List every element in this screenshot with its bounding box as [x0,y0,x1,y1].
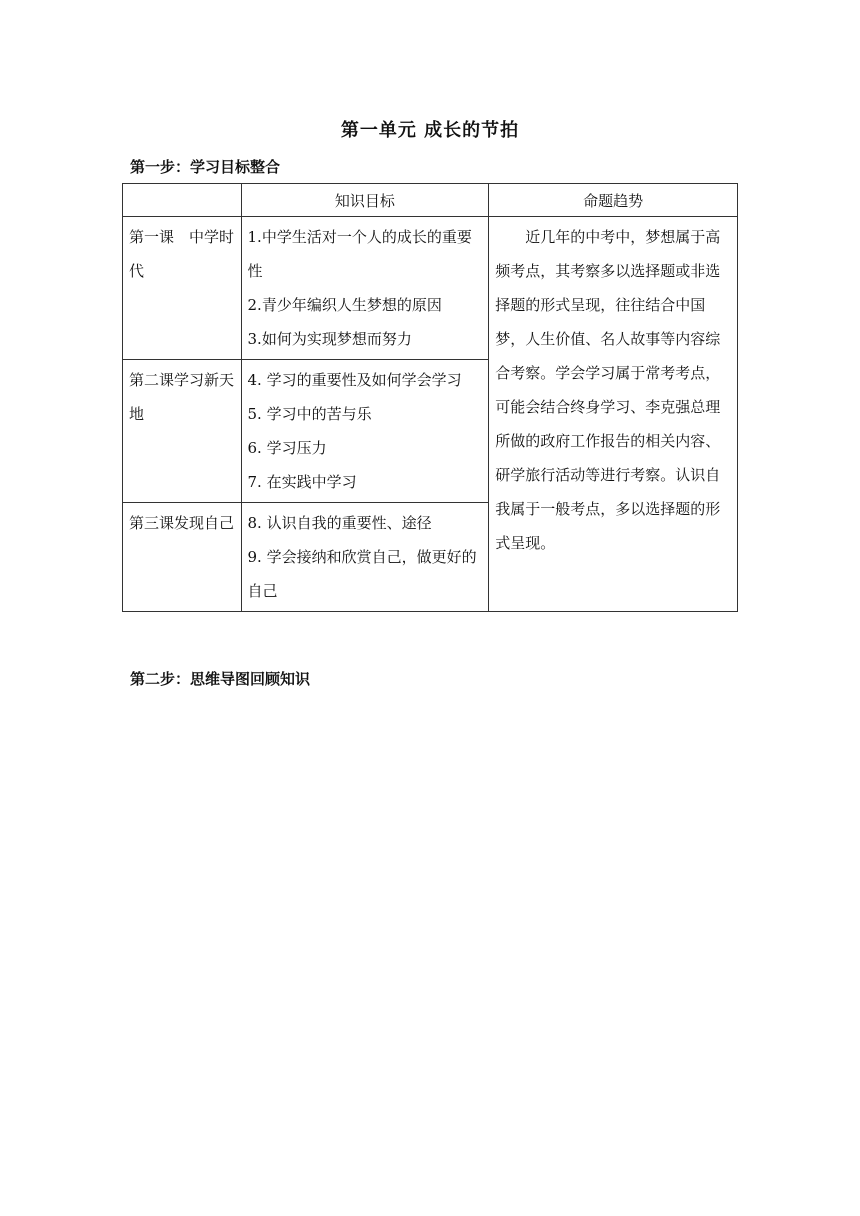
goal-item: 2.青少年编织人生梦想的原因 [247,296,442,314]
goal-item: 1.中学生活对一个人的成长的重要性 [247,228,472,280]
lesson-2-goals [241,360,489,503]
header-empty [123,184,242,217]
learning-goals-table [122,183,738,612]
header-knowledge-goals: 知识目标 [241,184,489,217]
goal-item: 6. 学习压力 [247,439,327,457]
lesson-3-cell: 第三课发现自己 [123,503,242,612]
step2-heading: 第二步：思维导图回顾知识 [130,670,311,688]
lesson-1-cell: 第一课 中学时代 [123,217,242,360]
lesson-1-goals [241,217,489,360]
goal-item: 4. 学习的重要性及如何学会学习 [247,371,462,389]
lesson-2-cell: 第二课学习新天地 [123,360,242,503]
lesson-3-goals [241,503,489,612]
exam-trend-cell: 近几年的中考中，梦想属于高频考点，其考察多以选择题或非选择题的形式呈现，往往结合中国梦，人生价值、名人故事等内容综合考察。学会学习属于常考考点，可能会结合终身学习、李克强总理所做的政府工作报告的相关内容、研学旅行活动等进行考察。认识自我属于一般考点，多以选择题的形式呈现。 [489,217,738,612]
goal-item: 9. 学会接纳和欣赏自己，做更好的自己 [247,548,477,600]
header-exam-trends: 命题趋势 [489,184,738,217]
table-row [123,217,738,360]
table-header-row [123,184,738,217]
goal-item: 8. 认识自我的重要性、途径 [247,514,432,532]
page-title: 第一单元 成长的节拍 [340,120,520,141]
goal-item: 5. 学习中的苦与乐 [247,405,372,423]
goal-item: 7. 在实践中学习 [247,473,357,491]
step1-heading: 第一步：学习目标整合 [130,158,281,176]
goal-item: 3.如何为实现梦想而努力 [247,330,412,348]
